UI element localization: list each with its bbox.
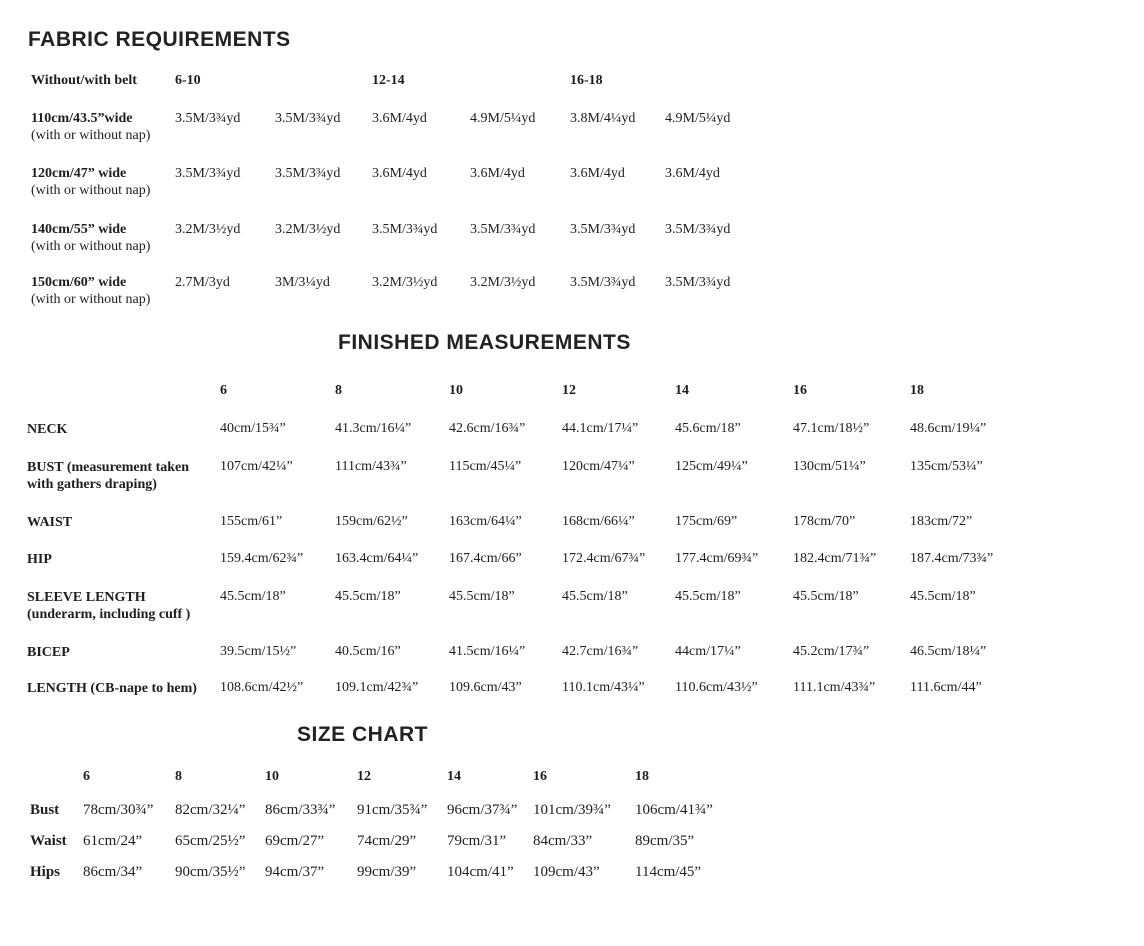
finished-measurement-cell: 159.4cm/62¾”	[220, 551, 304, 566]
finished-measurement-cell: 40.5cm/16”	[335, 644, 401, 659]
size-chart-cell: 99cm/39”	[357, 864, 417, 880]
finished-measurement-cell: 46.5cm/18¼”	[910, 644, 987, 659]
size-chart-cell: 84cm/33”	[533, 833, 593, 849]
finished-measurement-cell: 178cm/70”	[793, 514, 856, 529]
finished-size-header: 8	[335, 383, 342, 398]
finished-measurement-cell: 177.4cm/69¾”	[675, 551, 759, 566]
fabric-amount-cell: 3.2M/3½yd	[470, 275, 536, 290]
fabric-amount-cell: 3M/3¼yd	[275, 275, 330, 290]
size-chart-cell: 109cm/43”	[533, 864, 600, 880]
fabric-amount-cell: 3.5M/3¾yd	[665, 222, 731, 237]
finished-measurements-title: FINISHED MEASUREMENTS	[338, 331, 631, 354]
finished-measurement-cell: 41.3cm/16¼”	[335, 421, 412, 436]
finished-measurement-cell: 40cm/15¾”	[220, 421, 286, 436]
finished-measurement-cell: 155cm/61”	[220, 514, 283, 529]
fabric-amount-cell: 3.5M/3¾yd	[570, 222, 636, 237]
finished-size-header: 10	[449, 383, 463, 398]
finished-measurement-cell: 120cm/47¼”	[562, 459, 635, 474]
size-chart-cell: 86cm/34”	[83, 864, 143, 880]
size-chart-cell: 86cm/33¾”	[265, 802, 336, 818]
size-chart-cell: 101cm/39¾”	[533, 802, 611, 818]
finished-measurement-cell: 39.5cm/15½”	[220, 644, 297, 659]
finished-row-label: LENGTH (CB-nape to hem)	[27, 681, 197, 696]
finished-measurement-cell: 111.1cm/43¾”	[793, 680, 876, 695]
finished-measurement-cell: 163cm/64¼”	[449, 514, 522, 529]
finished-row-label: SLEEVE LENGTH	[27, 590, 146, 605]
fabric-amount-cell: 3.2M/3½yd	[175, 222, 241, 237]
finished-measurement-cell: 45.2cm/17¾”	[793, 644, 870, 659]
fabric-amount-cell: 3.5M/3¾yd	[275, 166, 341, 181]
finished-measurement-cell: 163.4cm/64¼”	[335, 551, 419, 566]
size-chart-cell: 74cm/29”	[357, 833, 417, 849]
size-chart-size-header: 12	[357, 769, 371, 784]
fabric-amount-cell: 3.5M/3¾yd	[665, 275, 731, 290]
finished-measurement-cell: 45.5cm/18”	[910, 589, 976, 604]
fabric-amount-cell: 3.6M/4yd	[372, 111, 427, 126]
finished-measurement-cell: 187.4cm/73¾”	[910, 551, 994, 566]
size-chart-cell: 94cm/37”	[265, 864, 325, 880]
fabric-amount-cell: 4.9M/5¼yd	[665, 111, 731, 126]
finished-measurement-cell: 159cm/62½”	[335, 514, 408, 529]
size-chart-cell: 61cm/24”	[83, 833, 143, 849]
size-chart-cell: 79cm/31”	[447, 833, 507, 849]
size-chart-size-header: 8	[175, 769, 182, 784]
finished-measurement-cell: 45.5cm/18”	[793, 589, 859, 604]
fabric-width-label: 110cm/43.5”wide	[31, 111, 133, 126]
fabric-corner-label: Without/with belt	[31, 73, 137, 88]
size-chart-size-header: 10	[265, 769, 279, 784]
fabric-amount-cell: 3.6M/4yd	[470, 166, 525, 181]
finished-measurement-cell: 182.4cm/71¾”	[793, 551, 877, 566]
finished-size-header: 14	[675, 383, 689, 398]
fabric-size-group: 12-14	[372, 73, 405, 88]
finished-measurement-cell: 110.1cm/43¼”	[562, 680, 645, 695]
fabric-amount-cell: 3.5M/3¾yd	[175, 166, 241, 181]
finished-measurement-cell: 42.7cm/16¾”	[562, 644, 639, 659]
finished-row-label: HIP	[27, 552, 52, 567]
size-chart-size-header: 16	[533, 769, 547, 784]
finished-measurement-cell: 125cm/49¼”	[675, 459, 748, 474]
fabric-requirements-title: FABRIC REQUIREMENTS	[28, 28, 291, 51]
finished-size-header: 12	[562, 383, 576, 398]
finished-measurement-cell: 130cm/51¼”	[793, 459, 866, 474]
finished-measurement-cell: 45.5cm/18”	[449, 589, 515, 604]
fabric-nap-note: (with or without nap)	[31, 239, 151, 254]
size-chart-size-header: 14	[447, 769, 461, 784]
size-chart-row-label: Waist	[30, 833, 67, 849]
finished-row-label-note: (underarm, including cuff )	[27, 607, 191, 622]
finished-row-label: BICEP	[27, 645, 70, 660]
fabric-amount-cell: 3.5M/3¾yd	[470, 222, 536, 237]
finished-measurement-cell: 47.1cm/18½”	[793, 421, 870, 436]
fabric-amount-cell: 3.5M/3¾yd	[372, 222, 438, 237]
finished-measurement-cell: 183cm/72”	[910, 514, 973, 529]
finished-measurement-cell: 115cm/45¼”	[449, 459, 522, 474]
size-chart-row-label: Bust	[30, 802, 60, 818]
finished-measurement-cell: 44cm/17¼”	[675, 644, 741, 659]
fabric-nap-note: (with or without nap)	[31, 183, 151, 198]
fabric-size-group: 6-10	[175, 73, 201, 88]
finished-measurement-cell: 45.6cm/18”	[675, 421, 741, 436]
finished-measurement-cell: 45.5cm/18”	[220, 589, 286, 604]
finished-row-label: BUST (measurement taken	[27, 460, 190, 475]
fabric-amount-cell: 3.6M/4yd	[570, 166, 625, 181]
fabric-amount-cell: 3.8M/4¼yd	[570, 111, 636, 126]
finished-measurement-cell: 111cm/43¾”	[335, 459, 407, 474]
finished-measurement-cell: 110.6cm/43½”	[675, 680, 758, 695]
size-chart-size-header: 6	[83, 769, 90, 784]
fabric-nap-note: (with or without nap)	[31, 128, 151, 143]
size-chart-cell: 114cm/45”	[635, 864, 702, 880]
fabric-amount-cell: 3.5M/3¾yd	[175, 111, 241, 126]
fabric-amount-cell: 3.6M/4yd	[372, 166, 427, 181]
finished-measurement-cell: 45.5cm/18”	[335, 589, 401, 604]
size-chart-cell: 104cm/41”	[447, 864, 514, 880]
finished-measurement-cell: 172.4cm/67¾”	[562, 551, 646, 566]
size-chart-cell: 89cm/35”	[635, 833, 695, 849]
size-chart-title: SIZE CHART	[297, 723, 428, 746]
fabric-amount-cell: 3.2M/3½yd	[275, 222, 341, 237]
finished-measurement-cell: 167.4cm/66”	[449, 551, 522, 566]
finished-measurement-cell: 135cm/53¼”	[910, 459, 983, 474]
fabric-amount-cell: 3.2M/3½yd	[372, 275, 438, 290]
fabric-nap-note: (with or without nap)	[31, 292, 151, 307]
size-chart-cell: 65cm/25½”	[175, 833, 246, 849]
fabric-amount-cell: 3.5M/3¾yd	[570, 275, 636, 290]
size-chart-cell: 69cm/27”	[265, 833, 325, 849]
fabric-amount-cell: 4.9M/5¼yd	[470, 111, 536, 126]
size-chart-cell: 91cm/35¾”	[357, 802, 428, 818]
fabric-amount-cell: 3.5M/3¾yd	[275, 111, 341, 126]
finished-measurement-cell: 168cm/66¼”	[562, 514, 635, 529]
finished-measurement-cell: 109.6cm/43”	[449, 680, 522, 695]
finished-row-label: NECK	[27, 422, 68, 437]
finished-measurement-cell: 107cm/42¼”	[220, 459, 293, 474]
fabric-width-label: 120cm/47” wide	[31, 166, 127, 181]
finished-measurement-cell: 45.5cm/18”	[562, 589, 628, 604]
finished-row-label-note: with gathers draping)	[27, 477, 157, 492]
finished-size-header: 18	[910, 383, 924, 398]
size-chart-cell: 96cm/37¾”	[447, 802, 518, 818]
fabric-width-label: 140cm/55” wide	[31, 222, 127, 237]
finished-measurement-cell: 45.5cm/18”	[675, 589, 741, 604]
finished-measurement-cell: 109.1cm/42¾”	[335, 680, 419, 695]
size-chart-cell: 90cm/35½”	[175, 864, 246, 880]
finished-measurement-cell: 48.6cm/19¼”	[910, 421, 987, 436]
size-chart-size-header: 18	[635, 769, 649, 784]
finished-measurement-cell: 108.6cm/42½”	[220, 680, 304, 695]
size-chart-cell: 82cm/32¼”	[175, 802, 246, 818]
finished-size-header: 6	[220, 383, 227, 398]
fabric-size-group: 16-18	[570, 73, 603, 88]
fabric-width-label: 150cm/60” wide	[31, 275, 127, 290]
finished-measurement-cell: 41.5cm/16¼”	[449, 644, 526, 659]
finished-measurement-cell: 111.6cm/44”	[910, 680, 982, 695]
finished-measurement-cell: 42.6cm/16¾”	[449, 421, 526, 436]
finished-size-header: 16	[793, 383, 807, 398]
size-chart-row-label: Hips	[30, 864, 61, 880]
finished-measurement-cell: 175cm/69”	[675, 514, 738, 529]
size-chart-cell: 106cm/41¾”	[635, 802, 713, 818]
finished-measurement-cell: 44.1cm/17¼”	[562, 421, 639, 436]
size-chart-cell: 78cm/30¾”	[83, 802, 154, 818]
fabric-amount-cell: 3.6M/4yd	[665, 166, 720, 181]
finished-row-label: WAIST	[27, 515, 73, 530]
fabric-amount-cell: 2.7M/3yd	[175, 275, 230, 290]
